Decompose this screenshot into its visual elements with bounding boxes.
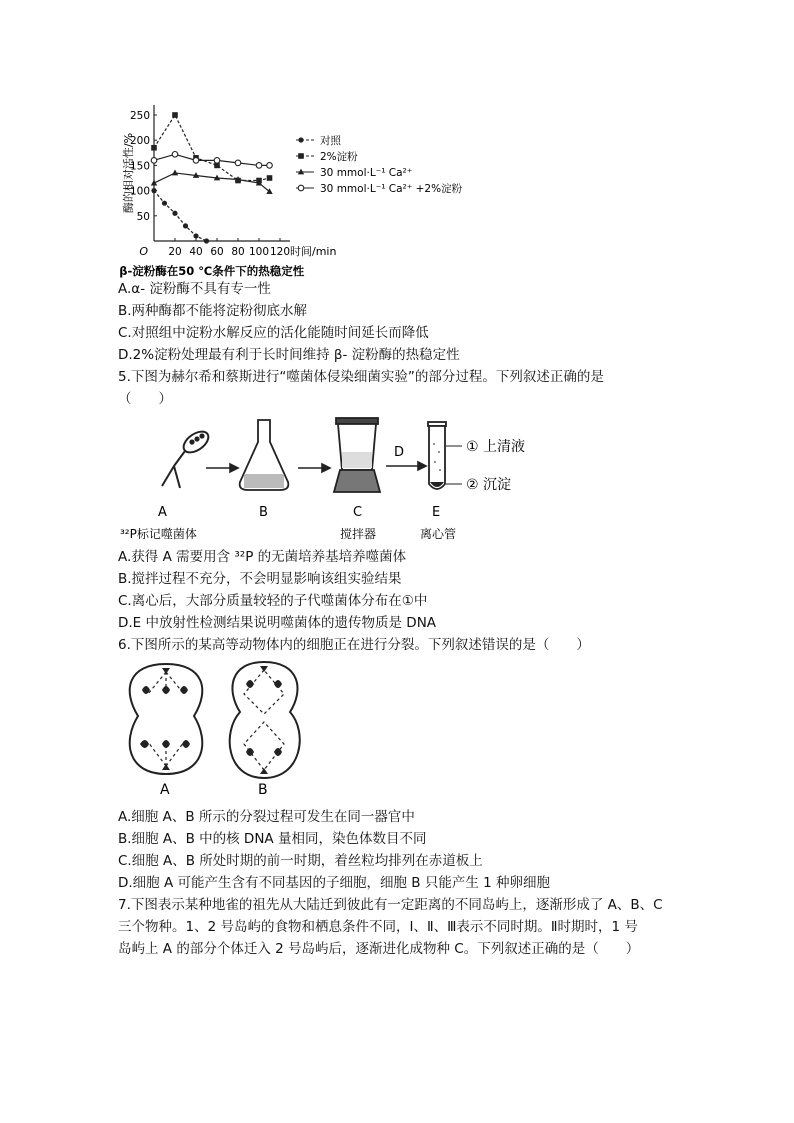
q5-stem-bracket: （ ） (118, 391, 172, 407)
data-point (256, 163, 262, 169)
cell-b-diagram (230, 662, 300, 778)
data-point (151, 145, 157, 151)
caption-c: 搅拌器 (340, 527, 377, 541)
origin-label: O (139, 245, 148, 258)
q6-option-c: C.细胞 A、B 所处时期的前一时期，着丝粒均排列在赤道板上 (118, 853, 483, 869)
q6-option-a: A.细胞 A、B 所示的分裂过程可发生在同一器官中 (118, 809, 415, 825)
q6-option-d: D.细胞 A 可能产生含有不同基因的子细胞，细胞 B 只能产生 1 种卵细胞 (118, 875, 551, 891)
y-tick-label: 200 (129, 135, 150, 148)
y-tick-label: 100 (129, 185, 150, 198)
x-tick-label: 20 (168, 246, 182, 258)
chart-caption: β-淀粉酶在50 ℃条件下的热稳定性 (119, 264, 305, 278)
label-b: B (259, 505, 268, 520)
q6-option-b: B.细胞 A、B 中的核 DNA 量相同，染色体数目不同 (118, 831, 427, 847)
callout-precipitate: ② 沉淀 (466, 477, 512, 493)
q5-option-c: C.离心后，大部分质量较轻的子代噬菌体分布在①中 (118, 593, 428, 609)
data-point (183, 223, 188, 228)
legend-entry: 30 mmol·L⁻¹ Ca²⁺ (320, 167, 413, 179)
data-point (162, 201, 167, 206)
legend-marker (298, 137, 303, 142)
q4-option-d: D.2%淀粉处理最有利于长时间维持 β- 淀粉酶的热稳定性 (118, 347, 460, 363)
data-point (193, 158, 199, 164)
caption-e: 离心管 (420, 527, 457, 541)
q4-option-b: B.两种酶都不能将淀粉彻底水解 (118, 303, 308, 319)
arrow-icon (386, 462, 426, 470)
data-point (172, 170, 178, 176)
x-tick-label: 100 (248, 246, 270, 258)
phage-experiment-figure (118, 412, 558, 547)
label-d: D (394, 445, 405, 460)
enzyme-activity-chart (118, 95, 478, 280)
data-point (267, 163, 273, 169)
series-line-2 (154, 115, 270, 181)
legend-entry: 30 mmol·L⁻¹ Ca²⁺ +2%淀粉 (320, 183, 463, 195)
y-axis-title: 酶的相对活性/% (122, 132, 135, 214)
q7-stem-line-3: 岛屿上 A 的部分个体迁入 2 号岛屿后，逐渐进化成物种 C。下列叙述正确的是（ ） (118, 941, 640, 957)
data-point (151, 188, 156, 193)
label-e: E (432, 505, 441, 520)
arrow-icon (206, 464, 238, 472)
centrifuge-tube-icon (428, 422, 462, 489)
data-point (267, 175, 273, 181)
y-tick-label: 50 (136, 210, 150, 223)
q7-stem-line-2: 三个物种。1、2 号岛屿的食物和栖息条件不同，Ⅰ、Ⅱ、Ⅲ表示不同时期。Ⅱ时期时，1 号 (118, 919, 638, 935)
q4-option-c: C.对照组中淀粉水解反应的活化能随时间延长而降低 (118, 325, 429, 341)
x-tick-label: 120 (269, 246, 291, 258)
data-point (214, 158, 220, 164)
blender-icon (334, 418, 380, 492)
y-tick-label: 150 (129, 160, 150, 173)
label-a: A (158, 505, 167, 520)
x-tick-label: 40 (189, 246, 203, 258)
label-c: C (353, 505, 363, 520)
data-point (193, 233, 198, 238)
legend-marker (298, 153, 304, 159)
data-point (172, 152, 178, 158)
legend-entry: 对照 (320, 135, 341, 147)
series-line-3 (154, 173, 270, 192)
q5-option-a: A.获得 A 需要用含 ³²P 的无菌培养基培养噬菌体 (118, 549, 407, 565)
series-line-1 (154, 191, 207, 241)
data-point (151, 158, 157, 164)
series-line-4 (154, 154, 270, 165)
q5-stem: 5.下图为赫尔希和蔡斯进行“噬菌体侵染细菌实验”的部分过程。下列叙述正确的是 (118, 369, 604, 385)
flask-icon (240, 420, 289, 490)
callout-supernatant: ① 上清液 (466, 439, 526, 455)
q4-option-a: A.α- 淀粉酶不具有专一性 (118, 281, 271, 297)
caption-a: ³²P标记噬菌体 (120, 527, 197, 541)
cell-division-figure (118, 660, 338, 800)
data-point (172, 211, 177, 216)
cell-a-diagram (130, 664, 203, 774)
data-point (204, 238, 209, 243)
legend-entry: 2%淀粉 (320, 151, 358, 163)
data-point (172, 112, 178, 118)
x-tick-label: 60 (210, 246, 224, 258)
x-axis-title: 时间/min (290, 245, 337, 258)
x-tick-label: 80 (231, 246, 245, 258)
phage-icon (162, 427, 212, 488)
cell-label-b: B (258, 782, 268, 798)
q6-stem: 6.下图所示的某高等动物体内的细胞正在进行分裂。下列叙述错误的是（ ） (118, 637, 590, 653)
data-point (235, 160, 241, 166)
q7-stem-line-1: 7.下图表示某种地雀的祖先从大陆迁到彼此有一定距离的不同岛屿上，逐渐形成了 A、B、C (118, 897, 663, 913)
q5-option-d: D.E 中放射性检测结果说明噬菌体的遗传物质是 DNA (118, 615, 437, 631)
q5-option-b: B.搅拌过程不充分，不会明显影响该组实验结果 (118, 571, 402, 587)
cell-label-a: A (160, 782, 170, 798)
legend-marker (298, 185, 304, 191)
arrow-icon (298, 464, 330, 472)
y-tick-label: 250 (129, 110, 150, 122)
